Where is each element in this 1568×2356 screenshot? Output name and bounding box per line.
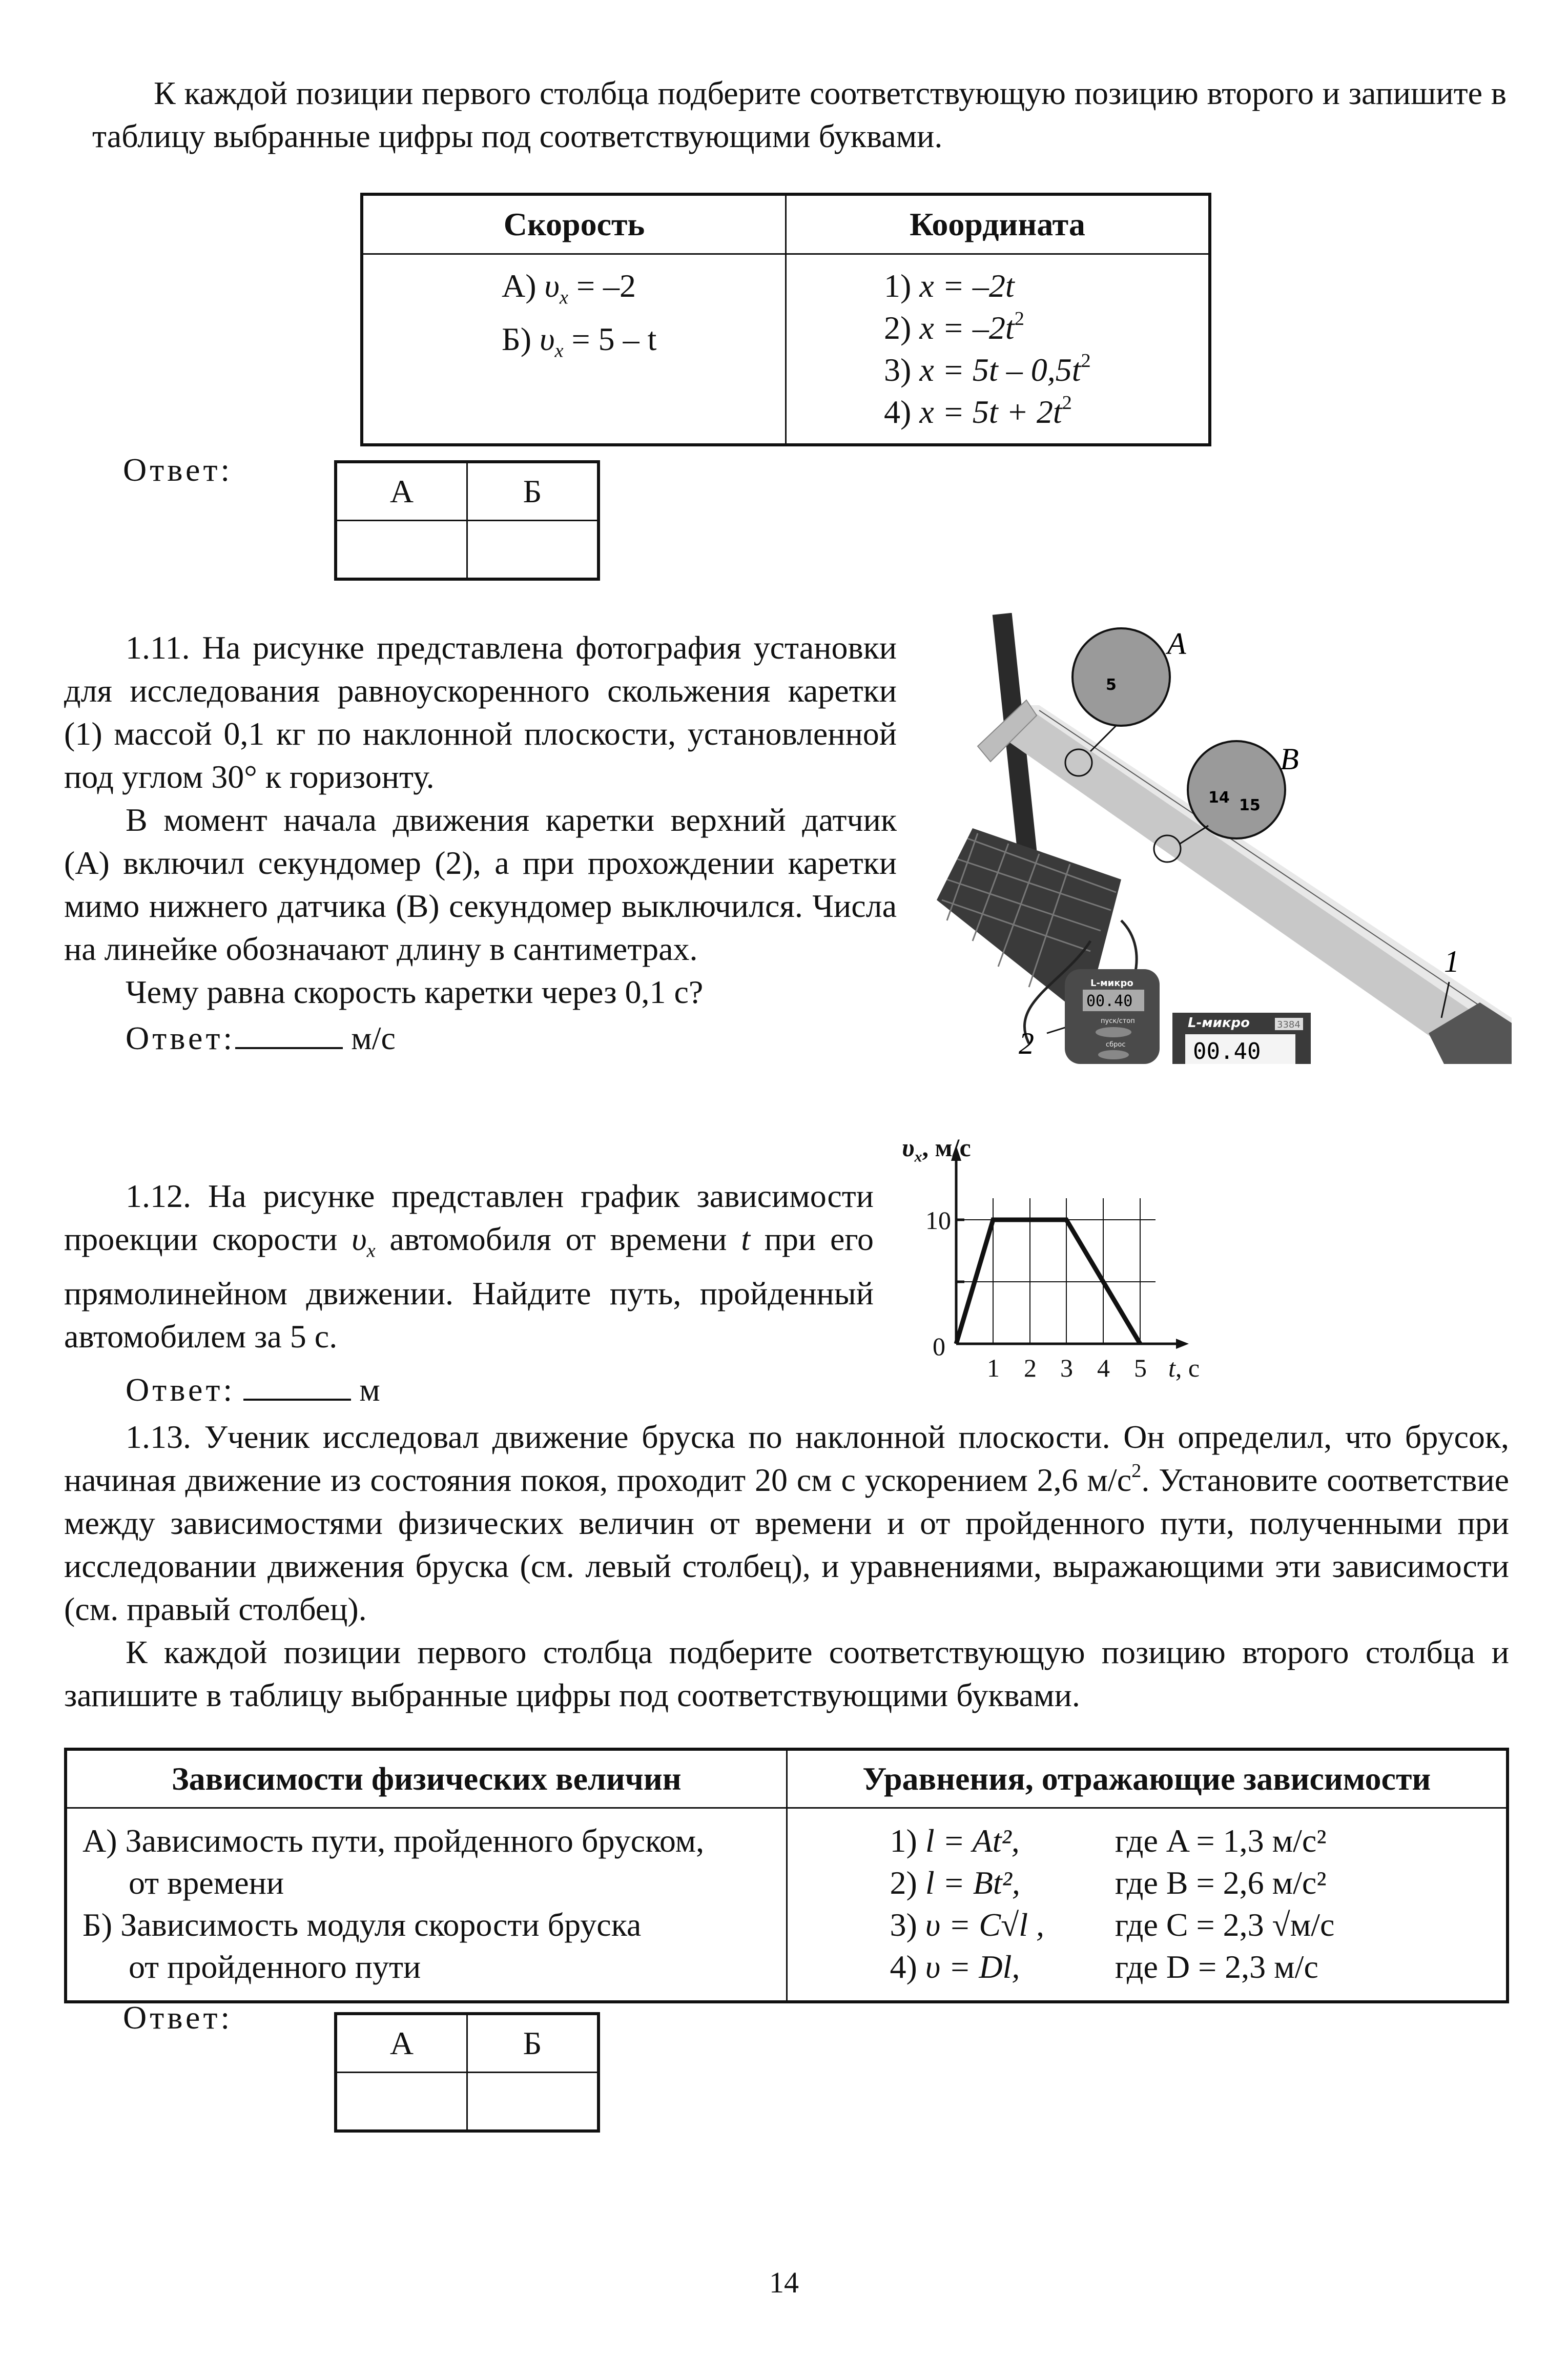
answer-blank-1-11[interactable] xyxy=(235,1018,343,1049)
matching-table-velocity-coordinate xyxy=(360,193,1211,446)
equation-option-1: 1) l = At², где A = 1,3 м/с² xyxy=(890,1822,1327,1859)
problem-1-12-text: 1.12. На рисунке представлен график зависимости проекции скорости $\upsilon_x$ автомобиля от времени t при его прямолинейном движении. Найдите путь, пройденный автомобилем за 5 с. xyxy=(64,1178,874,1355)
dependency-option-b: Б) Зависимость модуля скорости бруска xyxy=(82,1907,642,1943)
svg-text:00.40: 00.40 xyxy=(1193,1038,1261,1064)
intro-text: К каждой позиции первого столбца подберите соответствующую позицию второго и запишите в таблицу выбранные цифры под соответствующими буквами. xyxy=(92,75,1507,154)
problem-1-12-answer: Ответ: м xyxy=(64,1368,874,1411)
velocity-options xyxy=(362,254,786,445)
answer-cell-b[interactable] xyxy=(467,2073,599,2132)
page-number: 14 xyxy=(769,2266,799,2299)
svg-text:сброс: сброс xyxy=(1106,1041,1126,1049)
label-carriage: 1 xyxy=(1444,945,1459,978)
problem-1-11 xyxy=(64,626,897,1060)
problem-1-11-p1: 1.11. На рисунке представлена фотография установки для исследования равноускоренного скольжения каретки (1) массой 0,1 кг по наклонной плоскости, установленной под углом 30° к горизонту. xyxy=(64,629,897,795)
velocity-time-graph xyxy=(840,1133,1527,1404)
header-dependencies: Зависимости физических величин xyxy=(66,1749,787,1808)
answer-blank-1-12[interactable] xyxy=(243,1370,351,1401)
matching-table-dependencies-equations xyxy=(64,1748,1509,2003)
velocity-option-a: А) $\upsilon_x = -2$ xyxy=(502,268,636,309)
answer-cell-a[interactable] xyxy=(336,2073,467,2132)
label-sensor-a: A xyxy=(1167,627,1186,661)
label-sensor-b: B xyxy=(1280,742,1299,776)
svg-text:3384: 3384 xyxy=(1277,1019,1301,1030)
x-tick-3: 3 xyxy=(1060,1354,1073,1382)
coordinate-option-3: 3) $x = 5t - 0,5t^2$ xyxy=(884,350,1091,388)
svg-text:пуск/стоп: пуск/стоп xyxy=(1101,1017,1135,1025)
dependency-options: А) Зависимость пути, пройденного бруском, от времени Б) Зависимость модуля скорости бруска от пройденного пути xyxy=(66,1808,787,2002)
x-tick-1: 1 xyxy=(987,1354,1000,1382)
svg-text:14: 14 xyxy=(1208,789,1230,807)
answer-label-3: Ответ: xyxy=(123,1999,233,2036)
intro-paragraph xyxy=(92,72,1507,158)
header-coordinate: Координата xyxy=(786,194,1210,254)
y-tick-0: 0 xyxy=(933,1332,945,1361)
coordinate-option-4: 4) $x = 5t + 2t^2$ xyxy=(884,392,1072,430)
answer-cell-a[interactable] xyxy=(336,521,467,580)
experiment-photo xyxy=(937,613,1512,1064)
equation-option-4: 4) υ = Dl, где D = 2,3 м/с xyxy=(890,1949,1318,1985)
dependency-option-a: А) Зависимость пути, пройденного бруском, xyxy=(82,1822,705,1859)
answer-label-1: Ответ: xyxy=(123,452,233,488)
svg-text:L-микро: L-микро xyxy=(1188,1015,1250,1031)
equation-option-3: 3) υ = C√l , где C = 2,3 √м/с xyxy=(890,1907,1335,1943)
svg-text:00.40: 00.40 xyxy=(1086,992,1133,1010)
equation-options xyxy=(787,1808,1508,2002)
answer-grid-3 xyxy=(334,2012,600,2133)
problem-1-11-p2: В момент начала движения каретки верхний датчик (A) включил секундомер (2), а при прохождении каретки мимо нижнего датчика (B) секундомер выключился. Числа на линейке обозначают длину в сантиметрах. xyxy=(64,802,897,967)
coordinate-options xyxy=(786,254,1210,445)
y-tick-10: 10 xyxy=(925,1206,951,1235)
problem-1-12 xyxy=(64,1175,874,1411)
x-tick-2: 2 xyxy=(1024,1354,1037,1382)
problem-1-11-answer: Ответ: м/с xyxy=(64,1017,897,1060)
problem-1-11-question: Чему равна скорость каретки через 0,1 с? xyxy=(126,974,704,1010)
answer-col-b: Б xyxy=(467,462,599,521)
answer-col-a: А xyxy=(336,2014,467,2073)
answer-col-b: Б xyxy=(467,2014,599,2073)
answer-col-a: А xyxy=(336,462,467,521)
answer-cell-b[interactable] xyxy=(467,521,599,580)
equation-option-2: 2) l = Bt², где B = 2,6 м/с² xyxy=(890,1865,1327,1901)
y-axis-label: $\upsilon_x$, м/с xyxy=(902,1133,971,1165)
inclined-plane-setup-illustration xyxy=(937,613,1512,1064)
header-equations: Уравнения, отражающие зависимости xyxy=(787,1749,1508,1808)
svg-text:15: 15 xyxy=(1239,796,1261,814)
coordinate-option-1: 1) x = –2t xyxy=(884,268,1015,304)
svg-text:5: 5 xyxy=(1106,676,1117,694)
velocity-option-b: Б) $\upsilon_x = 5 - t$ xyxy=(502,321,657,362)
problem-1-13-p1: 1.13. Ученик исследовал движение бруска по наклонной плоскости. Он определил, что брусок, начиная движение из состояния покоя, проходит 20 см с ускорением 2,6 $м/с^2$. Установите соответствие между зависимостями физических величин от времени и от пройденного пути, полученными при исследовании движения бруска (см. левый столбец), и уравнениями, выражающими эти зависимости (см. правый столбец). xyxy=(64,1419,1510,1627)
header-velocity: Скорость xyxy=(362,194,786,254)
problem-1-13 xyxy=(64,1416,1509,1717)
label-stopwatch: 2 xyxy=(1019,1027,1034,1060)
coordinate-option-2: 2) $x = -2t^2$ xyxy=(884,308,1024,346)
problem-1-13-p2: К каждой позиции первого столбца подберите соответствующую позицию второго столбца и запишите в таблицу выбранные цифры под соответствующими буквами. xyxy=(64,1634,1509,1713)
x-axis-label: t, с xyxy=(1168,1354,1200,1382)
answer-grid-1 xyxy=(334,460,600,581)
svg-text:L-микро: L-микро xyxy=(1090,978,1133,989)
x-tick-5: 5 xyxy=(1134,1354,1147,1382)
x-tick-4: 4 xyxy=(1097,1354,1110,1382)
